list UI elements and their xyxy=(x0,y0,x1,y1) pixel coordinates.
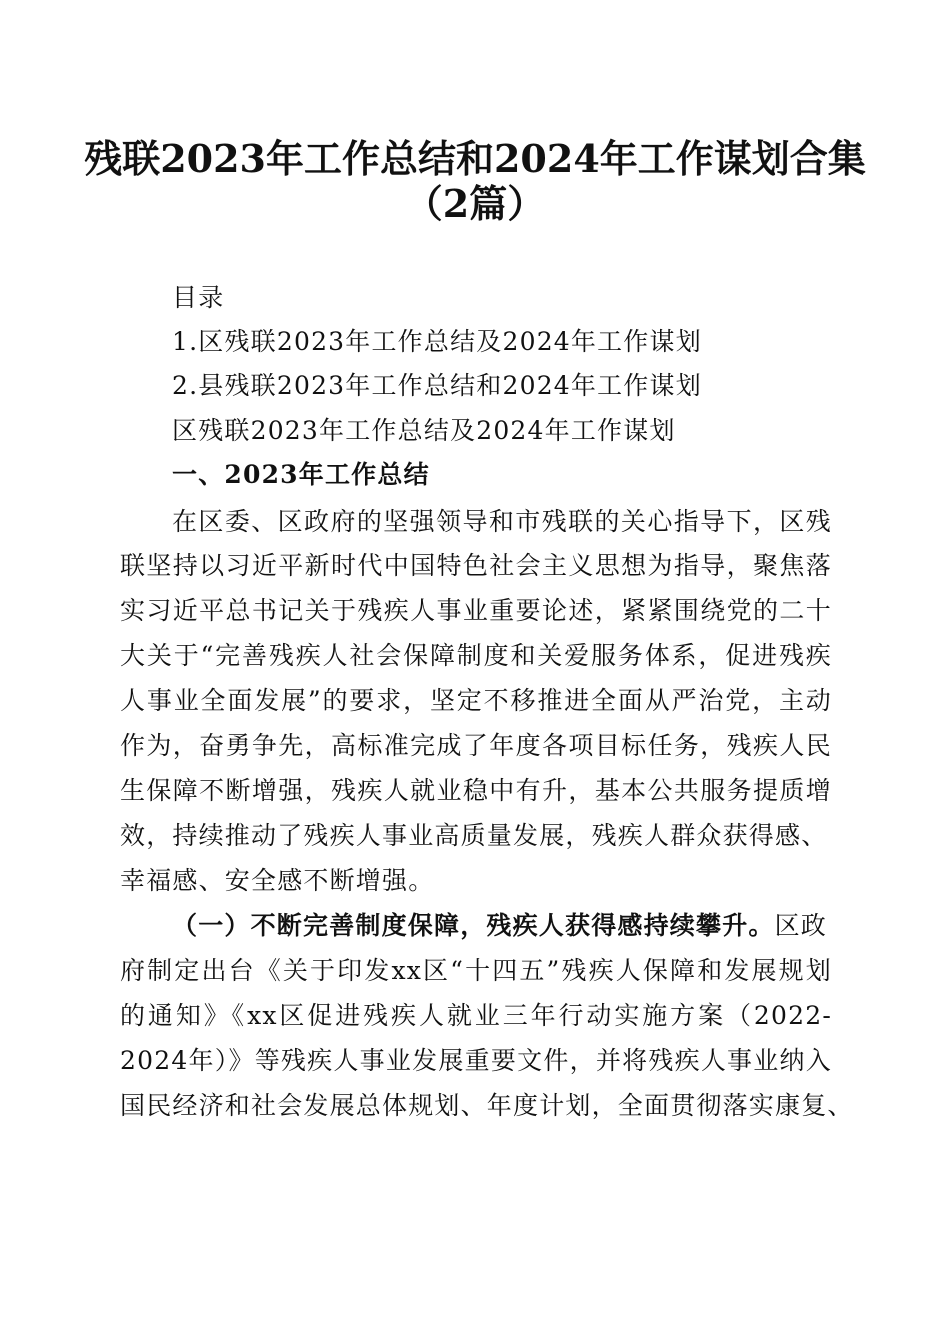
paragraph-line: 效，持续推动了残疾人事业高质量发展，残疾人群众获得感、 xyxy=(120,821,828,850)
subsection-line xyxy=(172,911,832,941)
paragraph-line: 大关于“完善残疾人社会保障制度和关爱服务体系，促进残疾 xyxy=(120,641,832,670)
section-heading: 一、2023年工作总结 xyxy=(172,460,430,489)
paragraph-line: 人事业全面发展”的要求，坚定不移推进全面从严治党，主动 xyxy=(120,686,832,715)
paragraph-line: 府制定出台《关于印发xx区“十四五”残疾人保障和发展规划 xyxy=(120,956,832,985)
paragraph-line: 国民经济和社会发展总体规划、年度计划，全面贯彻落实康复、 xyxy=(120,1091,854,1120)
paragraph-line: 作为，奋勇争先，高标准完成了年度各项目标任务，残疾人民 xyxy=(120,731,832,760)
paragraph-line: 幸福感、安全感不断增强。 xyxy=(120,866,435,895)
paragraph-line: 实习近平总书记关于残疾人事业重要论述，紧紧围绕党的二十 xyxy=(120,596,832,625)
paragraph-text: 区政 xyxy=(774,911,828,940)
paragraph-line: 在区委、区政府的坚强领导和市残联的关心指导下，区残 xyxy=(172,507,832,536)
document-title-line2: （2篇） xyxy=(404,181,546,226)
document-title-line1: 残联2023年工作总结和2024年工作谋划合集 xyxy=(84,136,866,181)
paragraph-line: 2024年）》等残疾人事业发展重要文件，并将残疾人事业纳入 xyxy=(120,1046,832,1075)
paragraph-line: 生保障不断增强，残疾人就业稳中有升，基本公共服务提质增 xyxy=(120,776,832,805)
paragraph-line: 联坚持以习近平新时代中国特色社会主义思想为指导，聚焦落 xyxy=(120,551,832,580)
paragraph-line: 的通知》《xx区促进残疾人就业三年行动实施方案（2022- xyxy=(120,1001,832,1030)
toc-item-2: 2.县残联2023年工作总结和2024年工作谋划 xyxy=(172,371,702,400)
toc-heading: 目录 xyxy=(172,283,225,312)
subsection-heading: （一）不断完善制度保障，残疾人获得感持续攀升。 xyxy=(172,911,775,940)
toc-item-1: 1.区残联2023年工作总结及2024年工作谋划 xyxy=(172,327,702,356)
article-title: 区残联2023年工作总结及2024年工作谋划 xyxy=(172,416,676,445)
